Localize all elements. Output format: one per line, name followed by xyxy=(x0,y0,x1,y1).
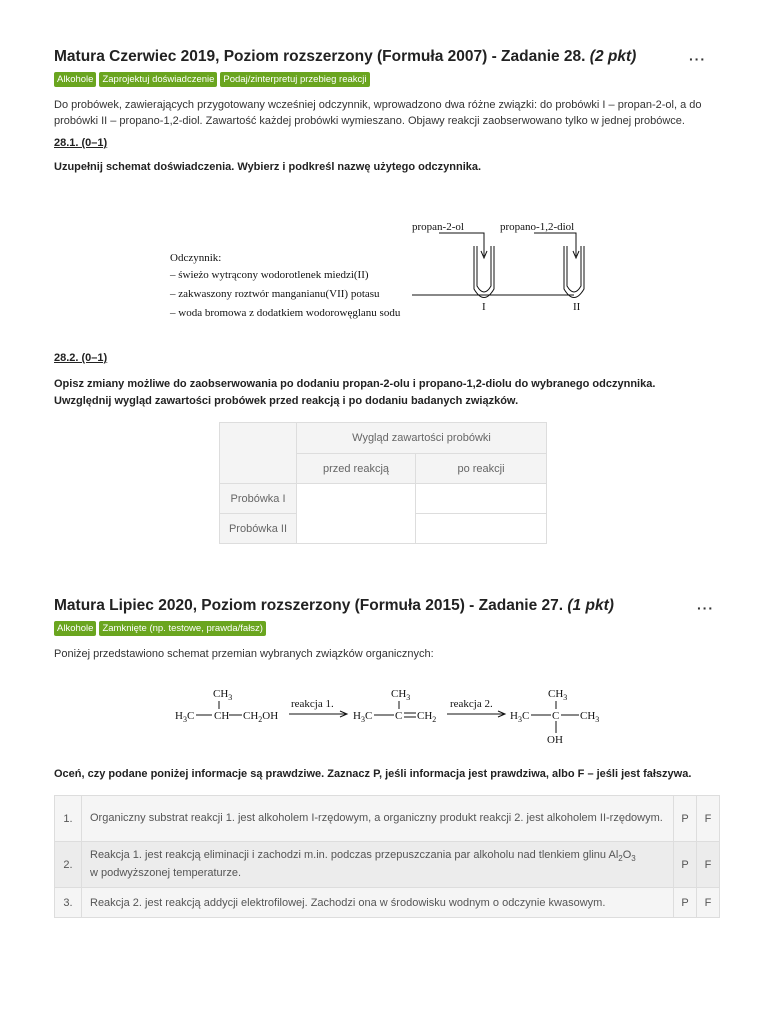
tag-zaprojektuj[interactable]: Zaprojektuj doświadczenie xyxy=(99,72,217,87)
table-header: Wygląd zawartości probówki xyxy=(297,423,547,454)
more-options-icon[interactable]: ··· xyxy=(689,51,706,67)
option-p[interactable]: P xyxy=(674,888,697,918)
intermediate-h3c: $H_3C$ xyxy=(353,710,373,724)
reagent-header: Odczynnik: xyxy=(170,252,222,264)
label-propan-2-ol: propan-2-ol xyxy=(412,221,464,233)
intermediate-ch2: $CH_2$ xyxy=(417,710,437,724)
statement-number: 1. xyxy=(55,796,82,842)
substrate-ch3: $CH_3$ xyxy=(213,688,233,702)
substrate-ch2oh: $CH_2OH$ xyxy=(243,710,279,724)
answer-cell-after-2[interactable] xyxy=(416,514,547,544)
statement-number: 3. xyxy=(55,888,82,918)
option-f[interactable]: F xyxy=(697,842,720,888)
task-title[interactable] xyxy=(54,597,720,615)
product-oh: OH xyxy=(547,734,563,746)
option-p[interactable]: P xyxy=(674,842,697,888)
instruction-28-2: Opisz zmiany możliwe do zaobserwowania po dodaniu propan-2-olu i propano-1,2-diolu do wybranego odczynnika. Uwzględnij wygląd zawartości probówek przed reakcją i po dodaniu badanych związków. xyxy=(54,378,656,407)
statement-number: 2. xyxy=(55,842,82,888)
row-probowka-2: Probówka II xyxy=(220,514,297,544)
option-f[interactable]: F xyxy=(697,888,720,918)
product-ch3-top: $CH_3$ xyxy=(548,688,568,702)
answer-table xyxy=(219,422,547,544)
subtask-28-2: 28.2. (0–1) xyxy=(54,352,108,364)
task-27 xyxy=(54,597,720,927)
statement-text: Organiczny substrat reakcji 1. jest alkoholem I-rzędowym, a organiczny produkt reakcji 2. jest alkoholem II-rzędowym. xyxy=(82,796,674,842)
task-title-text: Matura Lipiec 2020, Poziom rozszerzony (Formuła 2015) - Zadanie 27. xyxy=(54,597,564,614)
tag-podaj[interactable]: Podaj/zinterpretuj przebieg reakcji xyxy=(220,72,369,87)
product-c: C xyxy=(552,710,560,722)
reaction-1-label: reakcja 1. xyxy=(291,698,334,710)
task-points: (1 pkt) xyxy=(567,597,614,614)
reaction-scheme xyxy=(54,681,720,761)
statement-row xyxy=(55,796,720,842)
substrate-ch: CH xyxy=(214,710,230,722)
tag-list xyxy=(54,621,720,636)
col-after: po reakcji xyxy=(416,454,547,484)
tag-list xyxy=(54,72,720,87)
more-options-icon[interactable]: ··· xyxy=(697,600,714,616)
statement-text: Reakcja 1. jest reakcją eliminacji i zachodzi m.in. podczas przepuszczania par alkoholu nad tlenkiem glinu $Al_2O_3$ w podwyższonej temperaturze. xyxy=(82,842,674,888)
statement-row xyxy=(55,888,720,918)
answer-cell-before[interactable] xyxy=(297,484,416,544)
intermediate-c: C xyxy=(395,710,403,722)
statement-row xyxy=(55,842,720,888)
option-f[interactable]: F xyxy=(697,796,720,842)
arrow-tube-2 xyxy=(534,233,576,256)
tag-alkohole[interactable]: Alkohole xyxy=(54,621,96,636)
col-before: przed reakcją xyxy=(297,454,416,484)
reaction-2-label: reakcja 2. xyxy=(450,698,493,710)
intermediate-ch3: $CH_3$ xyxy=(391,688,411,702)
label-propano-diol: propano-1,2-diol xyxy=(500,221,575,233)
tag-zamkniete[interactable]: Zamknięte (np. testowe, prawda/fałsz) xyxy=(99,621,266,636)
tube-2-number: II xyxy=(573,301,581,313)
task-intro: Poniżej przedstawiono schemat przemian wybranych związków organicznych: xyxy=(54,648,434,660)
product-ch3-right: $CH_3$ xyxy=(580,710,600,724)
true-false-table xyxy=(54,795,720,918)
task-title-text: Matura Czerwiec 2019, Poziom rozszerzony (Formuła 2007) - Zadanie 28. xyxy=(54,48,586,65)
reagent-option-2[interactable]: – zakwaszony roztwór manganianu(VII) potasu xyxy=(170,288,380,300)
task-intro: Do probówek, zawierających przygotowany wcześniej odczynnik, wprowadzono dwa różne związki: do probówki I – propan-2-ol, a do probówki II – propano-1,2-diol. Zawartość każdej probówki wymieszano. Objawy reakcji zaobserwowano tylko w jednej probówce. xyxy=(54,99,702,127)
option-p[interactable]: P xyxy=(674,796,697,842)
task-28 xyxy=(54,48,720,558)
instruction-28-1: Uzupełnij schemat doświadczenia. Wybierz i podkreśl nazwę użytego odczynnika. xyxy=(54,161,482,173)
task-points: (2 pkt) xyxy=(589,48,637,65)
reagent-option-1[interactable]: – świeżo wytrącony wodorotlenek miedzi(II) xyxy=(170,269,369,281)
product-h3c: $H_3C$ xyxy=(510,710,530,724)
statement-text: Reakcja 2. jest reakcją addycji elektrofilowej. Zachodzi ona w środowisku wodnym o odczynie kwasowym. xyxy=(82,888,674,918)
subtask-28-1: 28.1. (0–1) xyxy=(54,137,108,149)
instruction: Oceń, czy podane poniżej informacje są prawdziwe. Zaznacz P, jeśli informacja jest prawdziwa, albo F – jeśli jest fałszywa. xyxy=(54,768,692,780)
task-title[interactable] xyxy=(54,48,720,66)
tag-alkohole[interactable]: Alkohole xyxy=(54,72,96,87)
experiment-diagram xyxy=(54,216,720,336)
substrate-h3c: $H_3C$ xyxy=(175,710,195,724)
tube-1-number: I xyxy=(482,301,486,313)
row-probowka-1: Probówka I xyxy=(220,484,297,514)
answer-cell-after-1[interactable] xyxy=(416,484,547,514)
reagent-option-3[interactable]: – woda bromowa z dodatkiem wodorowęglanu sodu xyxy=(170,307,401,319)
